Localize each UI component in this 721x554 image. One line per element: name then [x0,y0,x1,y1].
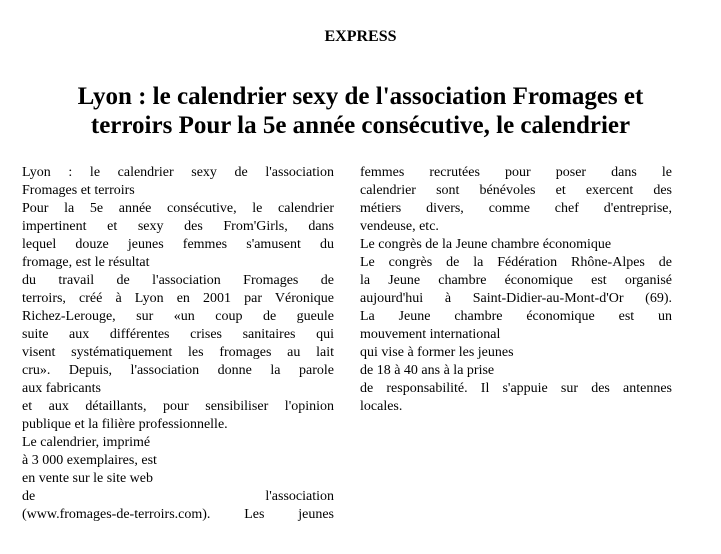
text-line: qui vise à former les jeunes [360,345,514,360]
text-line: la Jeune chambre économique est organisé [360,273,672,288]
text-line: terroirs, créé à Lyon en 2001 par Véronique [22,291,334,306]
text-line: mouvement international [360,327,501,342]
text-line: impertinent et sexy des From'Girls, dans [22,219,334,234]
text-line: suite aux différentes crises sanitaires qui [22,327,334,342]
text-line: et aux détaillants, pour sensibiliser l'opinion [22,399,334,414]
text-line: visent systématiquement les fromages au lait [22,345,334,360]
text-line: femmes recrutées pour poser dans le [360,165,672,180]
article-headline [20,82,701,140]
headline-line: terroirs Pour la 5e année consécutive, le calendrier [90,112,631,139]
text-line: métiers divers, comme chef d'entreprise, [360,201,672,216]
text-line: Le congrès de la Jeune chambre économique [360,237,612,252]
text-line: aujourd'hui à Saint-Didier-au-Mont-d'Or (69). [360,291,672,306]
text-line: Fromages et terroirs [22,183,135,198]
headline-line: Lyon : le calendrier sexy de l'association Fromages et [77,83,644,110]
text-line: à 3 000 exemplaires, est [22,453,157,468]
text-line: Le congrès de la Fédération Rhône-Alpes de [360,255,672,270]
article-body-left-column [22,164,334,524]
text-line: de l'association [22,489,334,504]
text-line: du travail de l'association Fromages de [22,273,334,288]
publication-name: EXPRESS [324,28,397,45]
text-line: Le calendrier, imprimé [22,435,151,450]
text-line: calendrier sont bénévoles et exercent des [360,183,672,198]
text-line: (www.fromages-de-terroirs.com). Les jeunes [22,507,334,522]
text-line: lequel douze jeunes femmes s'amusent du [22,237,334,252]
text-line: vendeuse, etc. [360,219,439,234]
article-body-right-column [360,164,672,416]
text-line: de 18 à 40 ans à la prise [360,363,495,378]
text-line: de responsabilité. Il s'appuie sur des antennes [360,381,672,396]
text-line: publique et la filière professionnelle. [22,417,228,432]
text-line: aux fabricants [22,381,101,396]
text-line: fromage, est le résultat [22,255,150,270]
text-line: cru». Depuis, l'association donne la parole [22,363,334,378]
text-line: locales. [360,399,403,414]
text-line: en vente sur le site web [22,471,154,486]
text-line: Lyon : le calendrier sexy de l'association [22,165,334,180]
text-line: Pour la 5e année consécutive, le calendrier [22,201,334,216]
text-line: La Jeune chambre économique est un [360,309,672,324]
text-line: Richez-Lerouge, sur «un coup de gueule [22,309,334,324]
